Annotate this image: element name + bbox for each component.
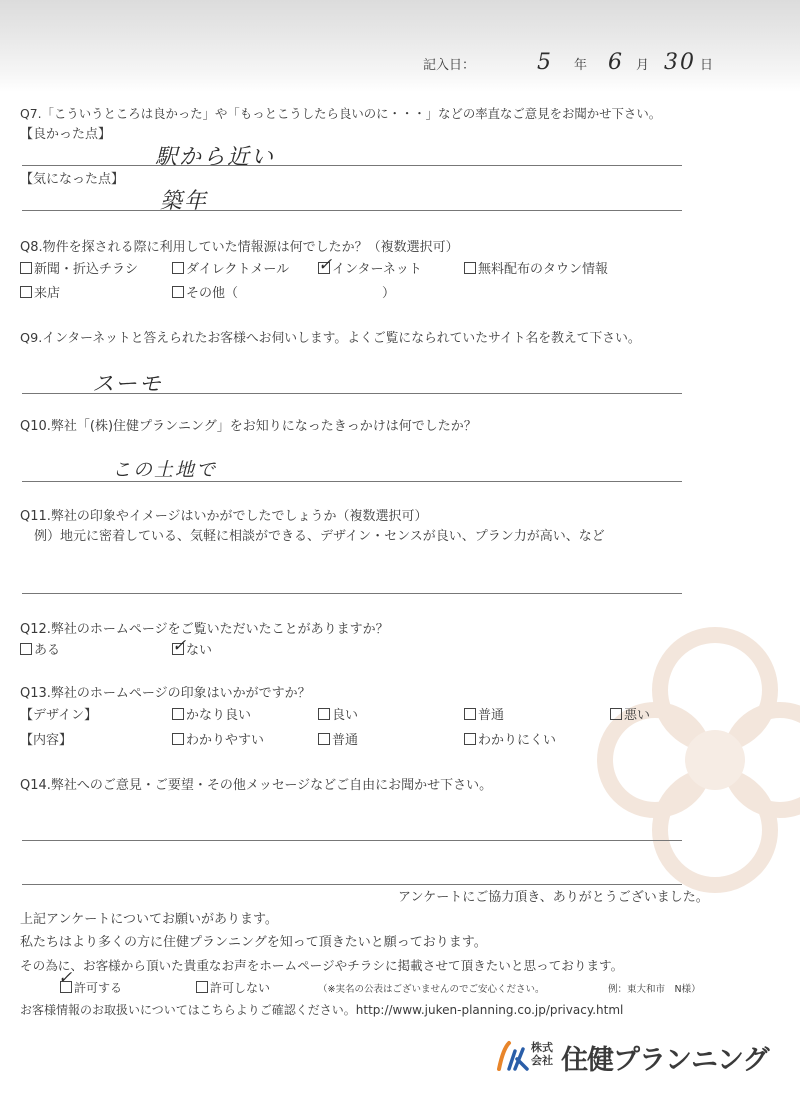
company-name: 住健プランニング xyxy=(561,1045,769,1076)
q13-option-label: 悪い xyxy=(624,708,651,723)
checkbox[interactable] xyxy=(20,262,32,274)
permit-yes-check-mark: ✓ xyxy=(58,968,73,988)
q14-answer-line-2 xyxy=(22,884,682,885)
q13-option-label: わかりにくい xyxy=(478,733,557,748)
privacy-policy-line: お客様情報のお取扱いについてはこちらよりご確認ください。http://www.juken-planning.co.jp/privacy.html xyxy=(20,1003,624,1017)
checkbox[interactable] xyxy=(196,981,208,993)
checkbox[interactable] xyxy=(464,733,476,745)
q10-question: Q10.弊社「(株)住健プランニング」をお知りになったきっかけは何でしたか？ xyxy=(20,419,477,434)
q13-option-label: わかりやすい xyxy=(186,733,265,748)
q8-option-label: 無料配布のタウン情報 xyxy=(478,262,609,277)
request-line-2: 私たちはより多くの方に住健プランニングを知って頂きたいと願っております。 xyxy=(20,935,487,950)
company-kind xyxy=(531,1041,561,1067)
q8-option-visit[interactable] xyxy=(20,286,60,302)
checkbox[interactable] xyxy=(172,708,184,720)
q8-option-label: インターネット xyxy=(332,262,422,277)
q11-question: Q11.弊社の印象やイメージはいかがでしたでしょうか（複数選択可） xyxy=(20,509,428,524)
q10-answer[interactable]: この土地で xyxy=(112,459,218,481)
q12-option-label: ない xyxy=(186,643,213,658)
q8-option-label: 新聞・折込チラシ xyxy=(34,262,139,277)
q8-internet-check-mark: ✓ xyxy=(318,255,333,275)
q8-question: Q8.物件を探される際に利用していた情報源は何でしたか？（複数選択可） xyxy=(20,240,459,255)
entry-date-label: 記入日： xyxy=(423,58,476,73)
q12-no-check-mark: ✓ xyxy=(172,636,187,656)
q7-question: Q7.「こういうところは良かった」や「もっとこうしたら良いのに・・・」などの率直なご意見をお聞かせ下さい。 xyxy=(20,106,662,121)
q7-good-answer[interactable]: 駅から近い xyxy=(155,145,276,170)
checkbox[interactable] xyxy=(20,286,32,298)
company-kind-bottom: 会社 xyxy=(531,1054,553,1067)
q9-answer-line xyxy=(22,393,682,394)
q9-answer[interactable]: スーモ xyxy=(92,372,163,397)
checkbox[interactable] xyxy=(464,708,476,720)
thanks-message: アンケートにご協力頂き、ありがとうございました。 xyxy=(398,890,709,905)
q13-design-option-normal[interactable] xyxy=(464,708,504,724)
q13-question: Q13.弊社のホームページの印象はいかがですか？ xyxy=(20,686,311,701)
q7-concern-line xyxy=(22,210,682,211)
q13-design-option-very-good[interactable] xyxy=(172,708,251,724)
q7-good-line xyxy=(22,165,682,166)
checkbox[interactable] xyxy=(318,708,330,720)
privacy-note: （※実名の公表はございませんのでご安心ください。 xyxy=(318,984,545,995)
q8-other-close: ） xyxy=(382,286,396,301)
request-line-3: その為に、お客様から頂いた貴重なお声をホームページやチラシに掲載させて頂きたいと思っております。 xyxy=(20,958,624,973)
q13-content-option-unclear[interactable] xyxy=(464,733,556,749)
q7-concern-answer[interactable]: 築年 xyxy=(160,189,209,214)
q13-content-option-clear[interactable] xyxy=(172,733,264,749)
floral-watermark xyxy=(595,610,800,910)
entry-year-unit: 年 xyxy=(574,58,588,73)
permit-no-option[interactable] xyxy=(196,980,270,996)
q8-option-direct-mail[interactable] xyxy=(172,262,289,278)
q8-option-label: 来店 xyxy=(34,286,61,301)
entry-day-unit: 日 xyxy=(700,58,714,73)
q8-option-newspaper[interactable] xyxy=(20,262,138,278)
checkbox[interactable] xyxy=(464,262,476,274)
q13-content-label: 【内容】 xyxy=(20,733,73,748)
entry-year-value: 5 xyxy=(537,50,553,75)
permit-yes-label: 許可する xyxy=(74,981,123,995)
q8-option-internet[interactable] xyxy=(318,262,422,278)
q13-design-option-good[interactable] xyxy=(318,708,358,724)
q12-option-yes[interactable] xyxy=(20,643,60,659)
q10-answer-line xyxy=(22,481,682,482)
checkbox[interactable] xyxy=(172,733,184,745)
q7-good-label: 【良かった点】 xyxy=(20,127,112,142)
q8-other-label: その他（ xyxy=(186,286,239,301)
entry-month-value: 6 xyxy=(608,50,624,75)
checkbox[interactable] xyxy=(318,733,330,745)
entry-day-value: 30 xyxy=(664,50,696,75)
checkbox[interactable] xyxy=(610,708,622,720)
company-mark-icon xyxy=(495,1039,531,1075)
q8-option-label: ダイレクトメール xyxy=(186,262,290,277)
q13-design-label: 【デザイン】 xyxy=(20,708,98,723)
q12-question: Q12.弊社のホームページをご覧いただいたことがありますか？ xyxy=(20,622,389,637)
checkbox[interactable] xyxy=(172,286,184,298)
company-kind-top: 株式 xyxy=(531,1041,553,1054)
q11-answer-line xyxy=(22,593,682,594)
request-line-1: 上記アンケートについてお願いがあります。 xyxy=(20,912,278,927)
scan-shadow xyxy=(0,0,800,92)
q14-question: Q14.弊社へのご意見・ご要望・その他メッセージなどご自由にお聞かせ下さい。 xyxy=(20,778,493,793)
q13-option-label: 良い xyxy=(332,708,359,723)
q11-example: 例）地元に密着している、気軽に相談ができる、デザイン・センスが良い、プラン力が高い、など xyxy=(34,529,605,544)
privacy-note-example: 例：東大和市 N様） xyxy=(608,984,701,995)
q13-design-option-bad[interactable] xyxy=(610,708,650,724)
q13-option-label: かなり良い xyxy=(186,708,252,723)
q14-answer-line-1 xyxy=(22,840,682,841)
q8-option-other[interactable] xyxy=(172,286,238,302)
q8-option-town-info[interactable] xyxy=(464,262,608,278)
entry-month-unit: 月 xyxy=(636,58,650,73)
q7-concern-label: 【気になった点】 xyxy=(20,172,125,187)
q13-option-label: 普通 xyxy=(332,733,359,748)
company-logo xyxy=(495,1035,795,1079)
permit-no-label: 許可しない xyxy=(210,981,271,995)
checkbox[interactable] xyxy=(20,643,32,655)
q13-option-label: 普通 xyxy=(478,708,505,723)
q13-content-option-normal[interactable] xyxy=(318,733,358,749)
checkbox[interactable] xyxy=(172,262,184,274)
q12-option-label: ある xyxy=(34,643,61,658)
q9-question: Q9.インターネットと答えられたお客様へお伺いします。よくご覧になられていたサイト名を教えて下さい。 xyxy=(20,331,641,346)
